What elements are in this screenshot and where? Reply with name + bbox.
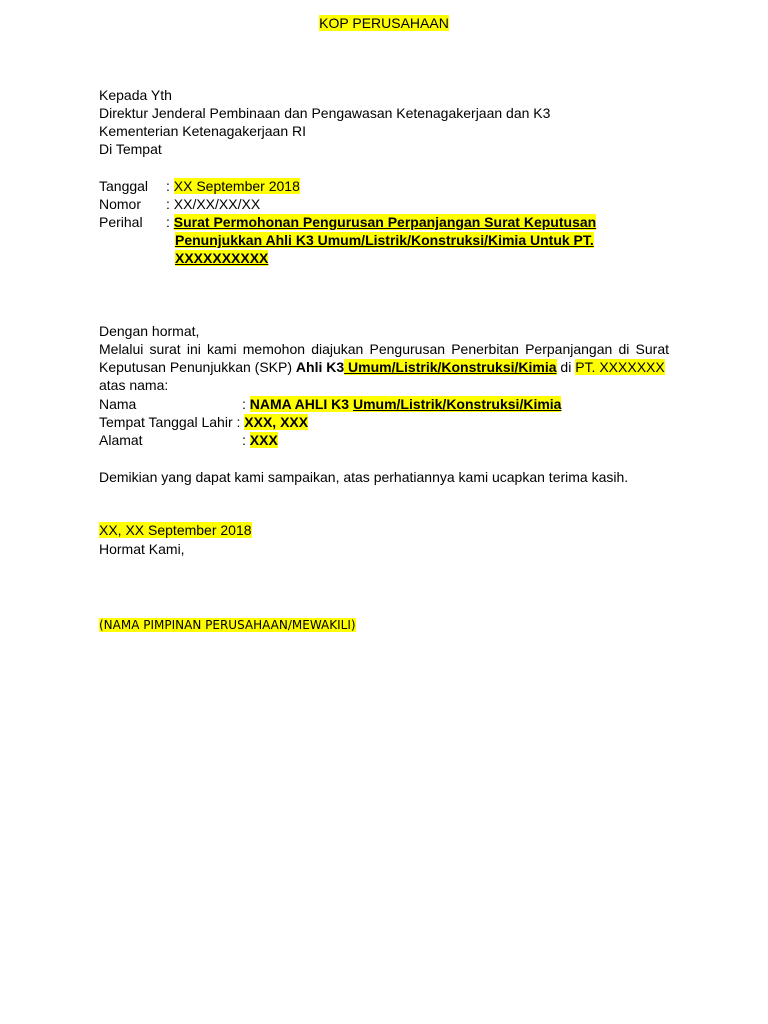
recipient-ministry: Kementerian Ketenagakerjaan RI <box>99 123 307 139</box>
recipient-greeting: Kepada Yth <box>99 87 172 103</box>
alamat-row <box>242 431 278 449</box>
ttl-sep: : <box>232 414 245 430</box>
salutation: Dengan hormat, <box>99 323 200 339</box>
tanggal-value: XX September 2018 <box>173 178 300 194</box>
paragraph-end: atas nama: <box>99 377 169 393</box>
ttl-label: Tempat Tanggal Lahir <box>99 414 233 430</box>
closing-text: Demikian yang dapat kami sampaikan, atas perhatiannya kami ucapkan terima kasih. <box>99 469 629 485</box>
signature-date: XX, XX September 2018 <box>99 522 252 538</box>
alamat-label: Alamat <box>99 432 143 448</box>
letterhead <box>0 14 768 32</box>
alamat-value: XXX <box>249 432 278 448</box>
perihal-row-2 <box>175 231 594 249</box>
paragraph-fields: Umum/Listrik/Konstruksi/Kimia <box>344 359 557 375</box>
perihal-line-3: XXXXXXXXXX <box>175 250 269 266</box>
paragraph-di: di <box>556 359 576 375</box>
perihal-line-1: Surat Permohonan Pengurusan Perpanjangan Surat Keputusan <box>173 214 597 230</box>
perihal-label: Perihal <box>99 214 143 230</box>
perihal-sep: : <box>166 214 174 230</box>
perihal-line-2: Penunjukkan Ahli K3 Umum/Listrik/Konstruksi/Kimia Untuk PT. <box>175 232 594 248</box>
signer-row <box>99 616 356 634</box>
nama-label: Nama <box>99 396 137 412</box>
signer-name: (NAMA PIMPINAN PERUSAHAAN/MEWAKILI) <box>99 618 356 632</box>
perihal-row-1 <box>166 213 596 231</box>
tanggal-row <box>166 177 300 195</box>
regards: Hormat Kami, <box>99 541 185 557</box>
paragraph-pt: PT. XXXXXXX <box>575 359 665 375</box>
tanggal-sep: : <box>166 178 174 194</box>
nama-value-b: Umum/Listrik/Konstruksi/Kimia <box>352 396 562 412</box>
paragraph-text: Melalui surat ini kami memohon diajukan Pengurusan Penerbitan Perpanjangan di Surat Keputusan Penunjukkan (SKP) <box>99 341 669 375</box>
nomor-label: Nomor <box>99 196 142 212</box>
letterhead-text: KOP PERUSAHAAN <box>319 15 449 31</box>
ttl-value: XXX, XXX <box>244 414 309 430</box>
recipient-place: Di Tempat <box>99 141 162 157</box>
request-paragraph <box>99 340 669 376</box>
nama-sep: : <box>242 396 250 412</box>
ttl-row <box>99 413 308 431</box>
recipient-title: Direktur Jenderal Pembinaan dan Pengawasan Ketenagakerjaan dan K3 <box>99 105 551 121</box>
signature-date-row <box>99 521 252 539</box>
tanggal-label: Tanggal <box>99 178 149 194</box>
nama-row <box>242 395 561 413</box>
nomor-value: : XX/XX/XX/XX <box>166 196 261 212</box>
paragraph-ahli: Ahli K3 <box>295 359 345 375</box>
perihal-row-3 <box>175 249 268 267</box>
alamat-sep: : <box>242 432 250 448</box>
nama-value-a: NAMA AHLI K3 <box>249 396 353 412</box>
